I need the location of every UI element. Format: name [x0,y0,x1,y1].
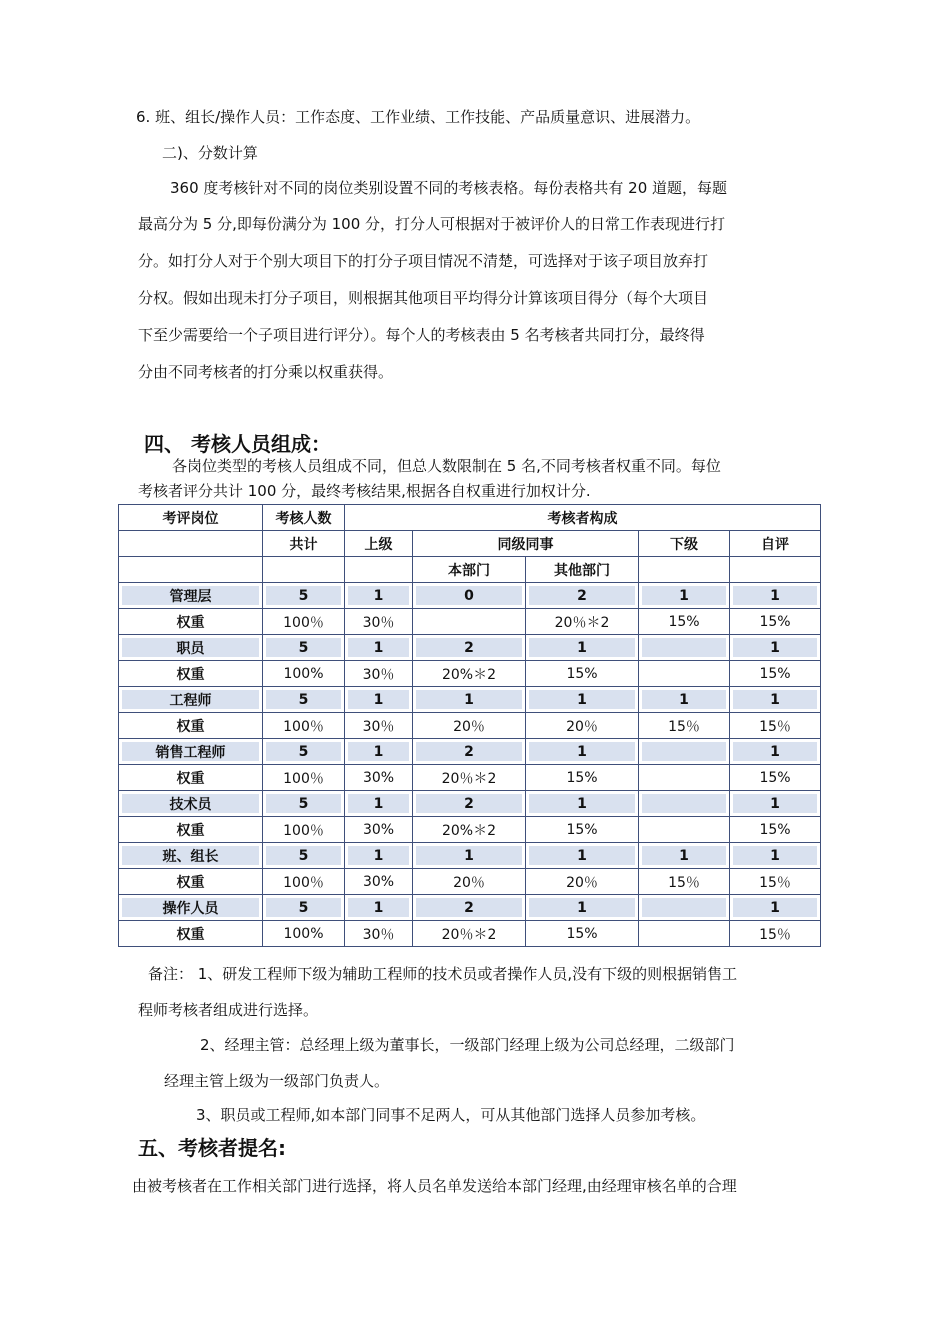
table-cell: 1 [413,687,526,713]
table-cell: 2 [413,895,526,921]
row-label-cell: 销售工程师 [119,739,263,765]
row-label-cell: 职员 [119,635,263,661]
table-cell [639,791,730,817]
header-subordinate: 下级 [639,531,730,557]
table-row [119,791,821,817]
table-row [119,921,821,947]
header-own-dept: 本部门 [413,557,526,583]
header-composition: 考核者构成 [345,505,821,531]
note-2: 2、经理主管：总经理上级为董事长，一级部门经理上级为公司总经理，二级部门 [200,1036,735,1054]
table-cell: 20％ [526,713,639,739]
table-cell: 1 [730,583,821,609]
paragraph-line: 最高分为 5 分,即每份满分为 100 分，打分人可根据对于被评价人的日常工作表现进行打 [138,215,726,233]
table-cell: 30% [345,869,413,895]
table-cell: 15% [730,765,821,791]
table-cell: 15％ [730,869,821,895]
table-cell: 5 [263,687,345,713]
table-cell: 5 [263,843,345,869]
table-cell: 20%＊2 [413,661,526,687]
table-cell: 1 [639,843,730,869]
table-cell: 15% [730,661,821,687]
row-label-cell: 权重 [119,869,263,895]
table-cell [639,661,730,687]
table-row [119,687,821,713]
header-peer: 同级同事 [413,531,639,557]
table-cell: 1 [345,791,413,817]
row-label-cell: 权重 [119,661,263,687]
row-label-cell: 权重 [119,609,263,635]
table-cell: 100％ [263,765,345,791]
row-label-cell: 技术员 [119,791,263,817]
table-row [119,895,821,921]
table-cell: 1 [730,739,821,765]
table-cell: 15％ [730,921,821,947]
table-cell: 15% [526,661,639,687]
paragraph-line: 各岗位类型的考核人员组成不同，但总人数限制在 5 名,不同考核者权重不同。每位 [172,457,721,475]
table-row [119,765,821,791]
table-row [119,583,821,609]
header-position: 考评岗位 [119,505,263,531]
table-cell: 100% [263,661,345,687]
table-cell: 1 [345,635,413,661]
table-cell: 0 [413,583,526,609]
note-1: 备注： 1、研发工程师下级为辅助工程师的技术员或者操作人员,没有下级的则根据销售工 [148,965,738,983]
table-row [119,817,821,843]
table-cell: 5 [263,635,345,661]
table-cell: 5 [263,583,345,609]
subheading-score-calc: 二)、分数计算 [162,144,258,162]
table-cell: 1 [345,843,413,869]
table-cell: 20％＊2 [413,765,526,791]
table-cell [639,817,730,843]
table-cell: 15% [730,609,821,635]
paragraph-line: 分。如打分人对于个别大项目下的打分子项目情况不清楚，可选择对于该子项目放弃打 [138,252,709,270]
table-row [119,739,821,765]
header-total: 考核人数 [263,505,345,531]
row-label-cell: 工程师 [119,687,263,713]
table-cell: 15% [526,765,639,791]
table-cell: 1 [345,583,413,609]
paragraph-line: 下至少需要给一个子项目进行评分）。每个人的考核表由 5 名考核者共同打分，最终得 [138,326,705,344]
table-cell: 1 [526,635,639,661]
table-cell: 20%＊2 [413,817,526,843]
table-row [119,869,821,895]
table-cell: 5 [263,791,345,817]
table-cell: 1 [730,635,821,661]
header-self: 自评 [730,531,821,557]
table-cell: 1 [526,687,639,713]
table-header-row [119,531,821,557]
table-cell [639,765,730,791]
table-header-row [119,557,821,583]
table-cell: 1 [345,895,413,921]
table-cell: 20％ [526,869,639,895]
list-item-6: 6. 班、组长/操作人员：工作态度、工作业绩、工作技能、产品质量意识、进展潜力。 [136,108,701,126]
table-cell [413,609,526,635]
table-cell: 15％ [639,713,730,739]
table-cell: 15% [639,609,730,635]
table-cell: 15% [730,817,821,843]
table-cell: 15% [526,921,639,947]
table-cell: 5 [263,895,345,921]
row-label-cell: 权重 [119,921,263,947]
table-cell: 1 [526,895,639,921]
table-cell: 20％ [413,713,526,739]
table-cell: 30％ [345,921,413,947]
table-cell: 1 [345,739,413,765]
table-row [119,609,821,635]
paragraph-line: 分由不同考核者的打分乘以权重获得。 [138,363,394,381]
row-label-cell: 管理层 [119,583,263,609]
table-header-row [119,505,821,531]
table-cell: 2 [413,739,526,765]
table-row [119,713,821,739]
table-cell: 20％＊2 [413,921,526,947]
table-cell: 15％ [730,713,821,739]
table-cell: 100％ [263,817,345,843]
table-cell: 15％ [639,869,730,895]
table-cell: 100% [263,921,345,947]
table-cell: 5 [263,739,345,765]
table-cell: 100％ [263,713,345,739]
table-cell: 1 [730,895,821,921]
section-4-heading: 四、 考核人员组成： [144,432,331,456]
table-cell: 20％ [413,869,526,895]
table-cell: 1 [730,791,821,817]
header-total-2: 共计 [263,531,345,557]
table-cell: 30％ [345,609,413,635]
assessor-composition-table [118,504,821,947]
table-cell [639,921,730,947]
paragraph-line: 考核者评分共计 100 分，最终考核结果,根据各自权重进行加权计分. [138,482,591,500]
row-label-cell: 权重 [119,817,263,843]
table-cell: 2 [413,635,526,661]
table-row [119,843,821,869]
table-cell: 20％＊2 [526,609,639,635]
table-cell: 30% [345,765,413,791]
header-other-dept: 其他部门 [526,557,639,583]
paragraph-line: 分权。假如出现未打分子项目，则根据其他项目平均得分计算该项目得分（每个大项目 [138,289,709,307]
note-1-cont: 程师考核者组成进行选择。 [138,1001,319,1019]
table-cell: 30％ [345,661,413,687]
table-cell: 100％ [263,869,345,895]
row-label-cell: 权重 [119,713,263,739]
row-label-cell: 操作人员 [119,895,263,921]
table-row [119,661,821,687]
table-cell: 30% [345,817,413,843]
table-cell: 1 [639,583,730,609]
table-row [119,635,821,661]
table-cell: 1 [526,791,639,817]
table-cell: 1 [639,687,730,713]
table-cell: 1 [730,687,821,713]
table-cell: 2 [526,583,639,609]
section-5-heading: 五、考核者提名: [138,1136,286,1160]
table-cell: 1 [345,687,413,713]
table-cell: 30％ [345,713,413,739]
table-cell [639,739,730,765]
paragraph-line: 由被考核者在工作相关部门进行选择，将人员名单发送给本部门经理,由经理审核名单的合理 [132,1177,737,1195]
table-cell: 2 [413,791,526,817]
table-cell: 1 [413,843,526,869]
table-cell [639,895,730,921]
table-cell: 1 [730,843,821,869]
table-cell: 1 [526,843,639,869]
note-2-cont: 经理主管上级为一级部门负责人。 [164,1072,390,1090]
table-cell: 1 [526,739,639,765]
table-cell: 100％ [263,609,345,635]
table-cell [639,635,730,661]
note-3: 3、职员或工程师,如本部门同事不足两人，可从其他部门选择人员参加考核。 [196,1106,706,1124]
paragraph-line: 360 度考核针对不同的岗位类别设置不同的考核表格。每份表格共有 20 道题，每题 [170,179,728,197]
table-cell: 15% [526,817,639,843]
row-label-cell: 权重 [119,765,263,791]
row-label-cell: 班、组长 [119,843,263,869]
header-superior: 上级 [345,531,413,557]
